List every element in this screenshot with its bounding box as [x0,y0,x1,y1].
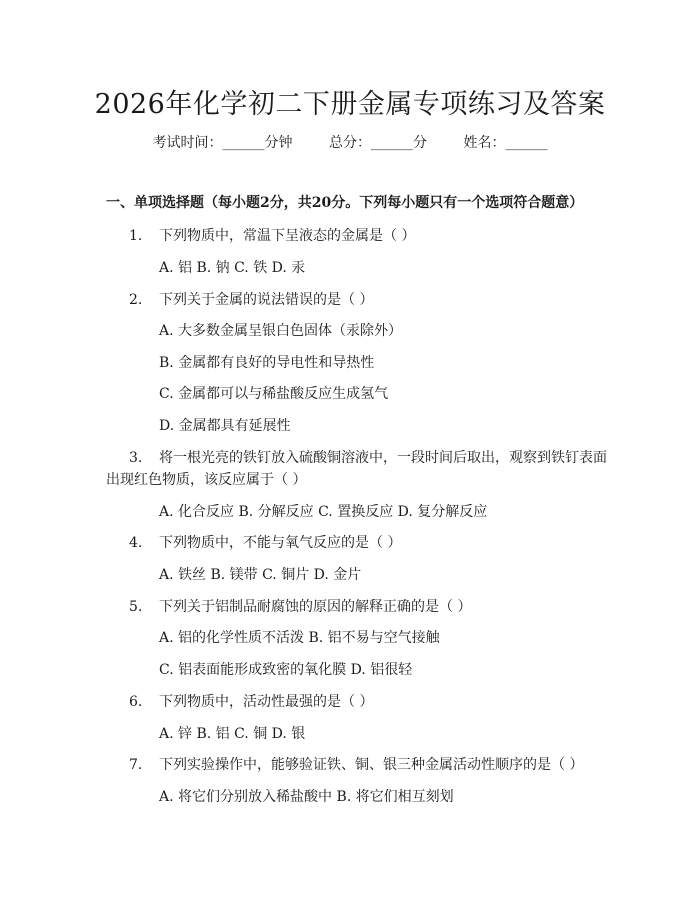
question-number: 6. [129,694,143,710]
exam-info [0,132,700,152]
question-7 [129,754,583,774]
question-text: 下列物质中，不能与氧气反应的是（ ） [159,535,402,551]
question-4-options: A. 铁丝 B. 镁带 C. 铜片 D. 金片 [159,567,362,583]
question-7-options-ab: A. 将它们分别放入稀盐酸中 B. 将它们相互刻划 [159,789,454,805]
question-text: 下列物质中，活动性最强的是（ ） [159,694,374,710]
question-5 [129,596,471,616]
section-heading: 一、单项选择题（每小题2分，共20分。下列每小题只有一个选项符合题意） [106,195,584,211]
question-2 [129,289,373,309]
question-2-option-a: A. 大多数金属呈银白色固体（汞除外） [159,323,403,339]
question-6 [129,691,373,711]
question-text: 下列物质中，常温下呈液态的金属是（ ） [159,228,416,244]
question-5-options-cd: C. 铝表面能形成致密的氧化膜 D. 铝很轻 [159,662,413,678]
question-6-options: A. 锌 B. 铝 C. 铜 D. 银 [159,726,306,742]
question-text: 下列关于金属的说法错误的是（ ） [159,292,374,308]
question-5-options-ab: A. 铝的化学性质不活泼 B. 铝不易与空气接触 [159,630,440,646]
question-text: 将一根光亮的铁钉放入硫酸铜溶液中，一段时间后取出，观察到铁钉表面 [159,450,607,466]
question-number: 7. [129,757,143,773]
question-text: 下列关于铝制品耐腐蚀的原因的解释正确的是（ ） [159,599,472,615]
question-number: 3. [129,450,143,466]
question-4 [129,532,401,552]
page-title: 2026年化学初二下册金属专项练习及答案 [94,89,606,120]
question-2-option-d: D. 金属都具有延展性 [159,418,291,434]
question-number: 1. [129,228,143,244]
question-3-options: A. 化合反应 B. 分解反应 C. 置换反应 D. 复分解反应 [159,504,488,520]
question-3-continued: 出现红色物质，该反应属于（ ） [106,472,307,488]
total-score: 总分：______分 [329,135,427,151]
question-2-option-c: C. 金属都可以与稀盐酸反应生成氢气 [159,386,389,402]
question-1-options: A. 铝 B. 钠 C. 铁 D. 汞 [159,260,306,276]
question-3 [129,447,607,467]
question-number: 2. [129,292,143,308]
exam-time: 考试时间：______分钟 [152,135,293,151]
question-1 [129,225,415,245]
question-text: 下列实验操作中，能够验证铁、铜、银三种金属活动性顺序的是（ ） [159,757,584,773]
question-2-option-b: B. 金属都有良好的导电性和导热性 [159,355,375,371]
question-number: 4. [129,535,143,551]
question-number: 5. [129,599,143,615]
student-name: 姓名：______ [463,135,548,151]
